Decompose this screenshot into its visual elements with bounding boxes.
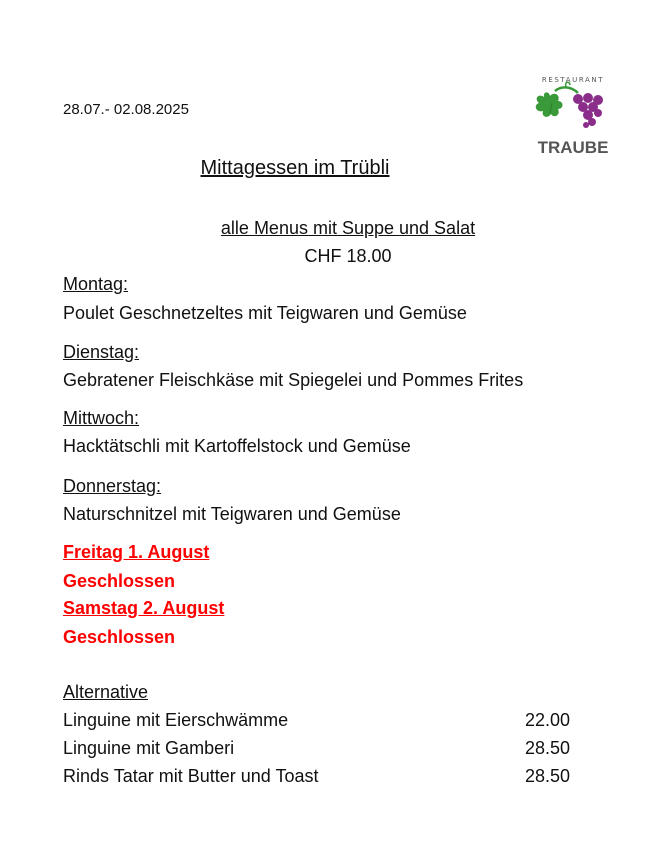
- alternative-item-price: 22.00: [524, 710, 570, 730]
- restaurant-logo: [530, 75, 616, 157]
- alternative-item-price: 28.50: [524, 738, 570, 758]
- dish-thursday: Naturschnitzel mit Teigwaren und Gemüse: [63, 504, 401, 524]
- alternative-item-name: Rinds Tatar mit Butter und Toast: [63, 766, 319, 786]
- alternative-item-name: Linguine mit Eierschwämme: [63, 710, 289, 730]
- day-wednesday: Mittwoch:: [63, 408, 140, 428]
- alternative-item-price: 28.50: [524, 766, 570, 786]
- logo-name: TRAUBE: [537, 138, 609, 157]
- grape-leaf-icon: [536, 92, 563, 116]
- menu-price: CHF 18.00: [304, 246, 392, 266]
- page-title: Mittagessen im Trübli: [200, 157, 390, 179]
- dish-wednesday: Hacktätschli mit Kartoffelstock und Gemüse: [63, 436, 411, 456]
- status-friday: Geschlossen: [63, 571, 176, 591]
- logo-top-text: RESTAURANT: [541, 76, 605, 84]
- alternative-item: [63, 710, 570, 731]
- day-monday: Montag:: [63, 274, 129, 294]
- dish-monday: Poulet Geschnetzeltes mit Teigwaren und Gemüse: [63, 303, 467, 323]
- dish-tuesday: Gebratener Fleischkäse mit Spiegelei und Pommes Frites: [63, 370, 524, 390]
- day-tuesday: Dienstag:: [63, 342, 140, 362]
- date-range: 28.07.- 02.08.2025: [63, 101, 189, 118]
- status-saturday: Geschlossen: [63, 627, 176, 647]
- menu-subtitle: alle Menus mit Suppe und Salat: [220, 218, 476, 238]
- alternative-item: [63, 766, 570, 787]
- alternative-heading: Alternative: [63, 682, 149, 702]
- day-thursday: Donnerstag:: [63, 476, 162, 496]
- day-saturday: Samstag 2. August: [63, 598, 225, 618]
- alternative-item: [63, 738, 570, 759]
- alternative-item-name: Linguine mit Gamberi: [63, 738, 235, 758]
- day-friday: Freitag 1. August: [63, 542, 210, 562]
- grapes-icon: [573, 93, 603, 128]
